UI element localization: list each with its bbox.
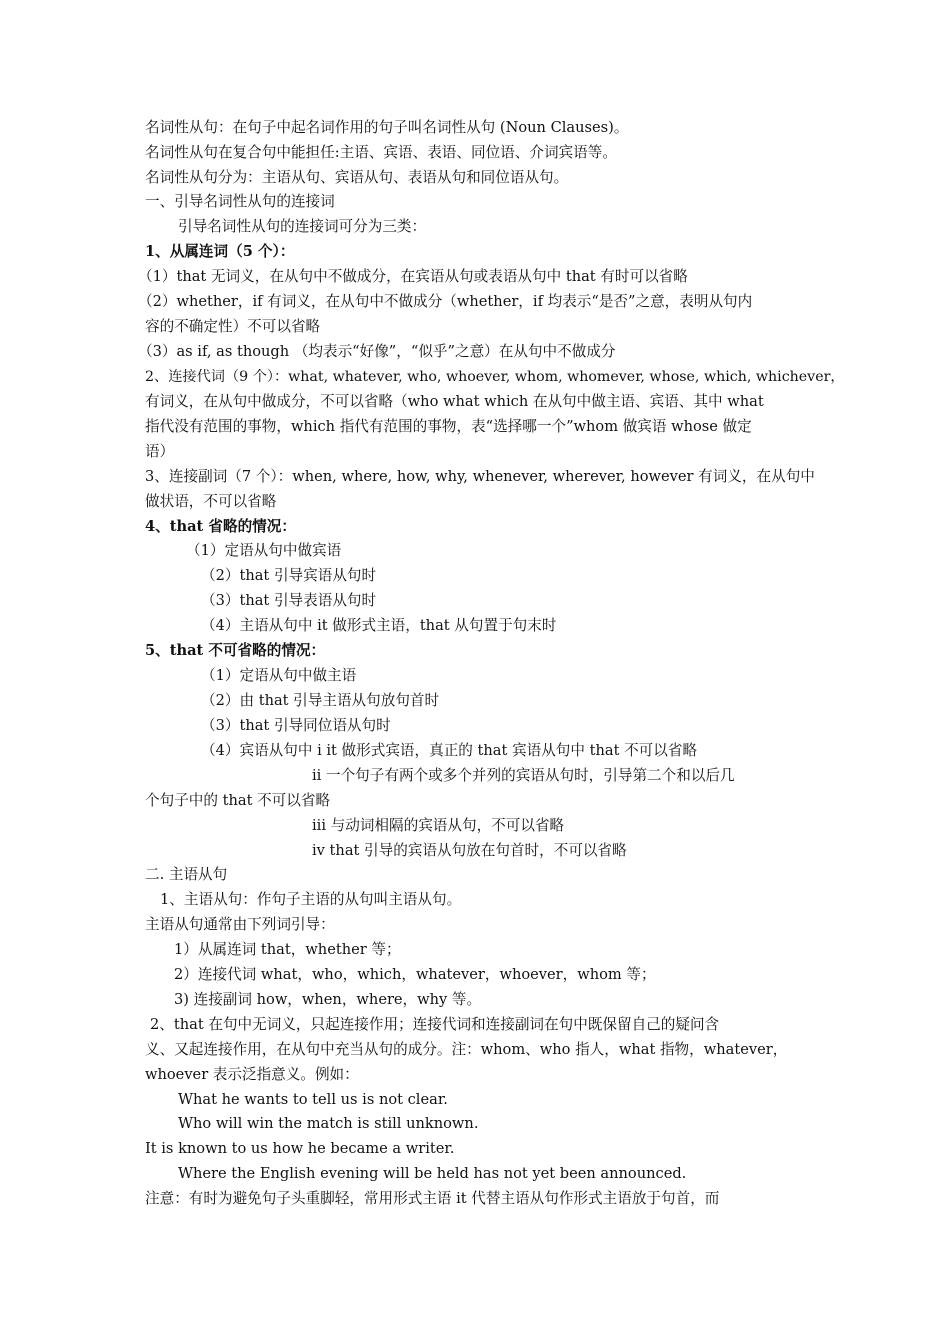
example-sentence: Who will win the match is still unknown. xyxy=(178,1115,479,1132)
subsection-heading: 3、连接副词（7 个）：when, where, how, why, whenever, wherever, however 有词义，在从句中 xyxy=(145,468,815,485)
list-item: （3）that 引导表语从句时 xyxy=(201,592,377,609)
text-line: 名词性从句：在句子中起名词作用的句子叫名词性从句 (Noun Clauses)。 xyxy=(145,119,629,136)
list-item: （4）主语从句中 it 做形式主语，that 从句置于句末时 xyxy=(201,617,557,634)
text-line: （3）as if, as though （均表示“好像”，“似乎”之意）在从句中不做成分 xyxy=(138,343,616,360)
text-line: 1、主语从句：作句子主语的从句叫主语从句。 xyxy=(160,891,462,908)
text-line: 义、又起连接作用，在从句中充当从句的成分。注：whom、who 指人，what 指物，whatever， xyxy=(145,1041,788,1058)
list-item: iv that 引导的宾语从句放在句首时，不可以省略 xyxy=(312,842,627,859)
text-line: 引导名词性从句的连接词可分为三类： xyxy=(178,218,427,235)
list-item: （2）由 that 引导主语从句放句首时 xyxy=(201,692,440,709)
list-item: ii 一个句子有两个或多个并列的宾语从句时，引导第二个和以后几 xyxy=(312,767,735,784)
list-item: 3) 连接副词 how，when，where，why 等。 xyxy=(174,991,482,1008)
text-line: 个句子中的 that 不可以省略 xyxy=(145,792,331,809)
list-item: （1）定语从句中做主语 xyxy=(201,667,357,684)
text-line: 语） xyxy=(145,443,175,460)
example-sentence: What he wants to tell us is not clear. xyxy=(178,1091,448,1108)
subsection-heading: 2、连接代词（9 个）：what, whatever, who, whoever, whom, whomever, whose, which, whichever， xyxy=(145,369,845,385)
text-line: 指代没有范围的事物，which 指代有范围的事物，表“选择哪一个”whom 做宾语 whose 做定 xyxy=(145,418,752,435)
text-line: 注意：有时为避免句子头重脚轻，常用形式主语 it 代替主语从句作形式主语放于句首，而 xyxy=(145,1190,720,1207)
text-line: （1）that 无词义，在从句中不做成分，在宾语从句或表语从句中 that 有时可以省略 xyxy=(138,268,688,285)
text-line: 有词义，在从句中做成分，不可以省略（who what which 在从句中做主语、宾语、其中 what xyxy=(145,393,764,410)
text-line: 做状语，不可以省略 xyxy=(145,493,277,510)
text-line: 名词性从句在复合句中能担任:主语、宾语、表语、同位语、介词宾语等。 xyxy=(145,144,617,161)
subsection-heading: 1、从属连词（5 个）： xyxy=(145,243,295,260)
subsection-heading: 5、that 不可省略的情况： xyxy=(145,642,326,659)
section-heading: 二. 主语从句 xyxy=(145,866,228,883)
text-line: 2、that 在句中无词义，只起连接作用；连接代词和连接副词在句中既保留自己的疑问含 xyxy=(150,1016,720,1033)
list-item: （3）that 引导同位语从句时 xyxy=(201,717,391,734)
subsection-heading: 4、that 省略的情况： xyxy=(145,518,296,535)
section-heading: 一、引导名词性从句的连接词 xyxy=(145,193,335,210)
list-item: （2）that 引导宾语从句时 xyxy=(201,567,377,584)
text-line: 容的不确定性）不可以省略 xyxy=(145,318,321,335)
list-item: 2）连接代词 what，who，which，whatever，whoever，whom 等； xyxy=(174,966,656,983)
list-item: （4）宾语从句中 i it 做形式宾语，真正的 that 宾语从句中 that 不可以省略 xyxy=(201,742,698,759)
text-line: 主语从句通常由下列词引导： xyxy=(145,916,335,933)
example-sentence: It is known to us how he became a writer. xyxy=(145,1140,455,1157)
example-sentence: Where the English evening will be held has not yet been announced. xyxy=(178,1165,687,1182)
text-line: （2）whether，if 有词义，在从句中不做成分（whether，if 均表示“是否”之意，表明从句内 xyxy=(138,293,753,310)
list-item: （1）定语从句中做宾语 xyxy=(186,542,342,559)
text-line: 名词性从句分为：主语从句、宾语从句、表语从句和同位语从句。 xyxy=(145,169,569,186)
list-item: 1）从属连词 that，whether 等； xyxy=(174,941,401,958)
list-item: iii 与动词相隔的宾语从句，不可以省略 xyxy=(312,817,565,834)
text-line: whoever 表示泛指意义。例如： xyxy=(145,1066,359,1083)
